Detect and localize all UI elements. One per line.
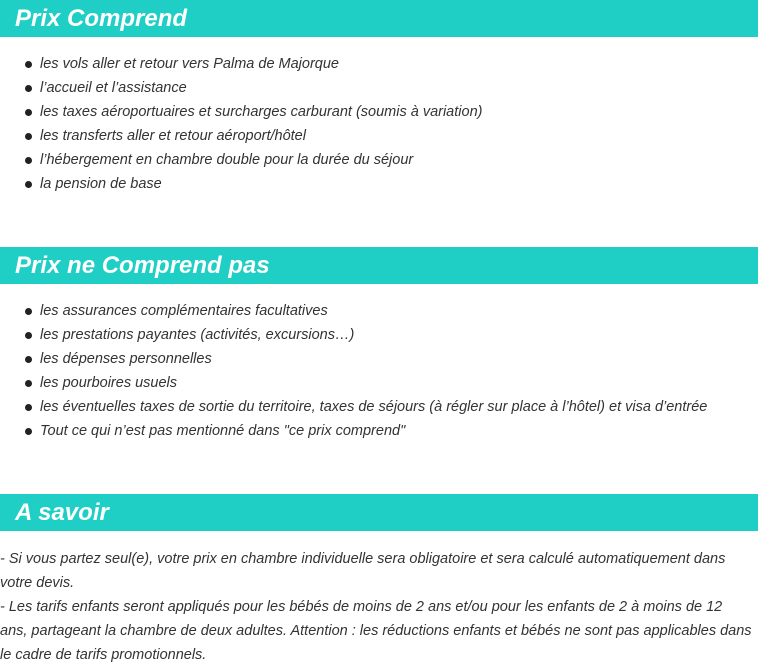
list-item-text: l’accueil et l’assistance [40, 80, 187, 96]
list-item-text: les transferts aller et retour aéroport/hôtel [40, 128, 306, 144]
section-header-info [0, 494, 758, 531]
list-item-text: les assurances complémentaires facultatives [40, 303, 328, 319]
list-item-text: les prestations payantes (activités, excursions…) [40, 327, 355, 343]
bullet-icon [25, 356, 32, 363]
list-item [0, 323, 707, 347]
section-header-included [0, 0, 758, 37]
list-item-text: l’hébergement en chambre double pour la durée du séjour [40, 152, 414, 168]
section-title-info: A savoir [15, 499, 109, 526]
list-item [0, 419, 707, 443]
list-item-text: les éventuelles taxes de sortie du territoire, taxes de séjours (à régler sur place à l’hôtel) et visa d’entrée [40, 399, 708, 415]
bullet-icon [25, 380, 32, 387]
list-item [0, 52, 482, 76]
excluded-list [0, 299, 707, 443]
list-item-text: les vols aller et retour vers Palma de Majorque [40, 56, 339, 72]
list-item-text: la pension de base [40, 176, 162, 192]
list-item [0, 124, 482, 148]
bullet-icon [25, 133, 32, 140]
section-title-included: Prix Comprend [15, 5, 188, 32]
list-item-text: les dépenses personnelles [40, 351, 212, 367]
included-list [0, 52, 482, 196]
info-paragraph: - Les tarifs enfants seront appliqués pour les bébés de moins de 2 ans et/ou pour les enfants de 2 à moins de 12 ans, partageant la chambre de deux adultes. Attention : les réductions enfants et bébés ne sont pas applicables dans le cadre de tarifs promotionnels. [0, 599, 752, 663]
section-title-excluded: Prix ne Comprend pas [15, 252, 270, 279]
bullet-icon [25, 308, 32, 315]
section-header-excluded [0, 247, 758, 284]
bullet-icon [25, 85, 32, 92]
bullet-icon [25, 61, 32, 68]
bullet-icon [25, 157, 32, 164]
bullet-icon [25, 404, 32, 411]
list-item-text: les pourboires usuels [40, 375, 178, 391]
bullet-icon [25, 428, 32, 435]
list-item [0, 395, 707, 419]
list-item [0, 76, 482, 100]
info-paragraph: - Si vous partez seul(e), votre prix en chambre individuelle sera obligatoire et sera calculé automatiquement dans votre devis. [0, 551, 726, 591]
bullet-icon [25, 332, 32, 339]
info-notes [0, 547, 758, 667]
list-item-text: les taxes aéroportuaires et surcharges carburant (soumis à variation) [40, 104, 483, 120]
list-item [0, 100, 482, 124]
bullet-icon [25, 181, 32, 188]
list-item [0, 172, 482, 196]
list-item [0, 371, 707, 395]
list-item-text: Tout ce qui n’est pas mentionné dans "ce prix comprend" [40, 423, 406, 439]
bullet-icon [25, 109, 32, 116]
list-item [0, 347, 707, 371]
list-item [0, 299, 707, 323]
list-item [0, 148, 482, 172]
